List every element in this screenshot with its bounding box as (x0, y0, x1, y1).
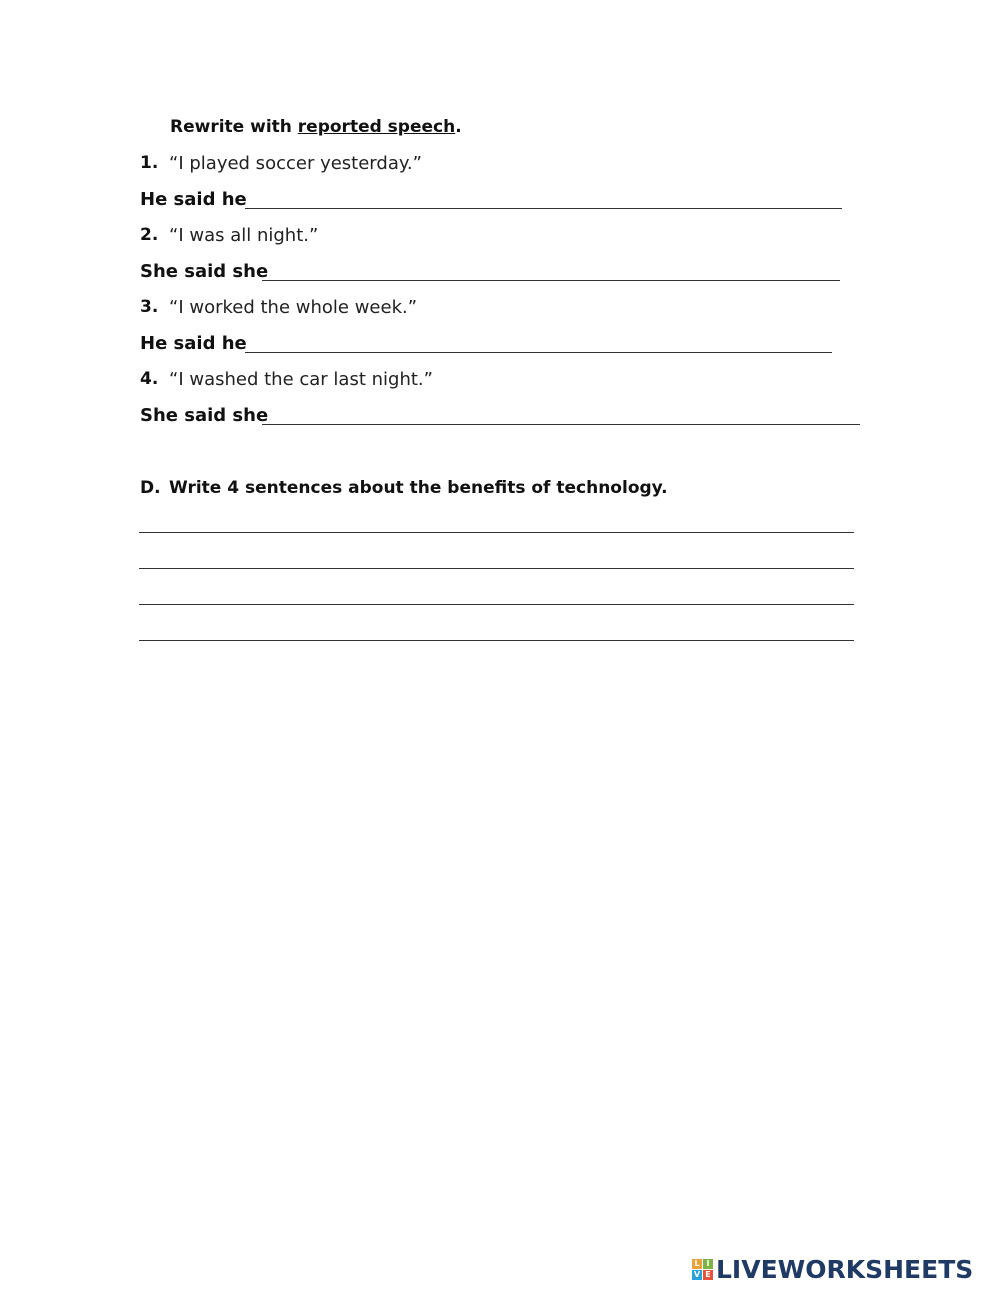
question-quote: “I washed the car last night.” (169, 369, 433, 390)
writing-line-1[interactable] (139, 532, 854, 533)
question-2 (140, 225, 158, 245)
logo-text: LIVEWORKSHEETS (716, 1254, 974, 1284)
question-number: 3. (140, 297, 159, 317)
section-d-title (140, 478, 668, 498)
answer-line-2[interactable] (262, 280, 840, 281)
writing-line-3[interactable] (139, 604, 854, 605)
answer-line-1[interactable] (245, 208, 842, 209)
question-number: 2. (140, 225, 159, 245)
question-number: 4. (140, 369, 159, 389)
logo-mark-letter: I (703, 1259, 713, 1269)
question-quote: “I worked the whole week.” (169, 297, 418, 318)
question-quote: “I was all night.” (169, 225, 319, 246)
instruction-heading (170, 117, 462, 137)
instruction-underlined: reported speech (297, 117, 456, 137)
answer-line-3[interactable] (245, 352, 832, 353)
question-3 (140, 297, 158, 317)
writing-line-4[interactable] (139, 640, 854, 641)
question-number: 1. (140, 153, 159, 173)
logo-mark-icon (692, 1259, 713, 1280)
question-4 (140, 369, 158, 389)
answer-line-4[interactable] (262, 424, 860, 425)
question-quote: “I played soccer yesterday.” (169, 153, 422, 174)
answer-prefix: She said she (140, 261, 269, 282)
section-title-text: Write 4 sentences about the benefits of technology. (169, 478, 668, 498)
instruction-suffix: . (455, 117, 462, 137)
answer-prefix: She said she (140, 405, 269, 426)
question-1 (140, 153, 158, 173)
section-letter: D. (140, 478, 161, 498)
answer-prefix: He said he (140, 189, 247, 210)
answer-prefix: He said he (140, 333, 247, 354)
logo-mark-letter: V (693, 1269, 701, 1279)
writing-line-2[interactable] (139, 568, 854, 569)
liveworksheets-logo (692, 1254, 973, 1284)
instruction-prefix: Rewrite with (170, 117, 298, 137)
logo-mark-letter: L (692, 1259, 702, 1269)
logo-mark-letter: E (703, 1270, 713, 1280)
